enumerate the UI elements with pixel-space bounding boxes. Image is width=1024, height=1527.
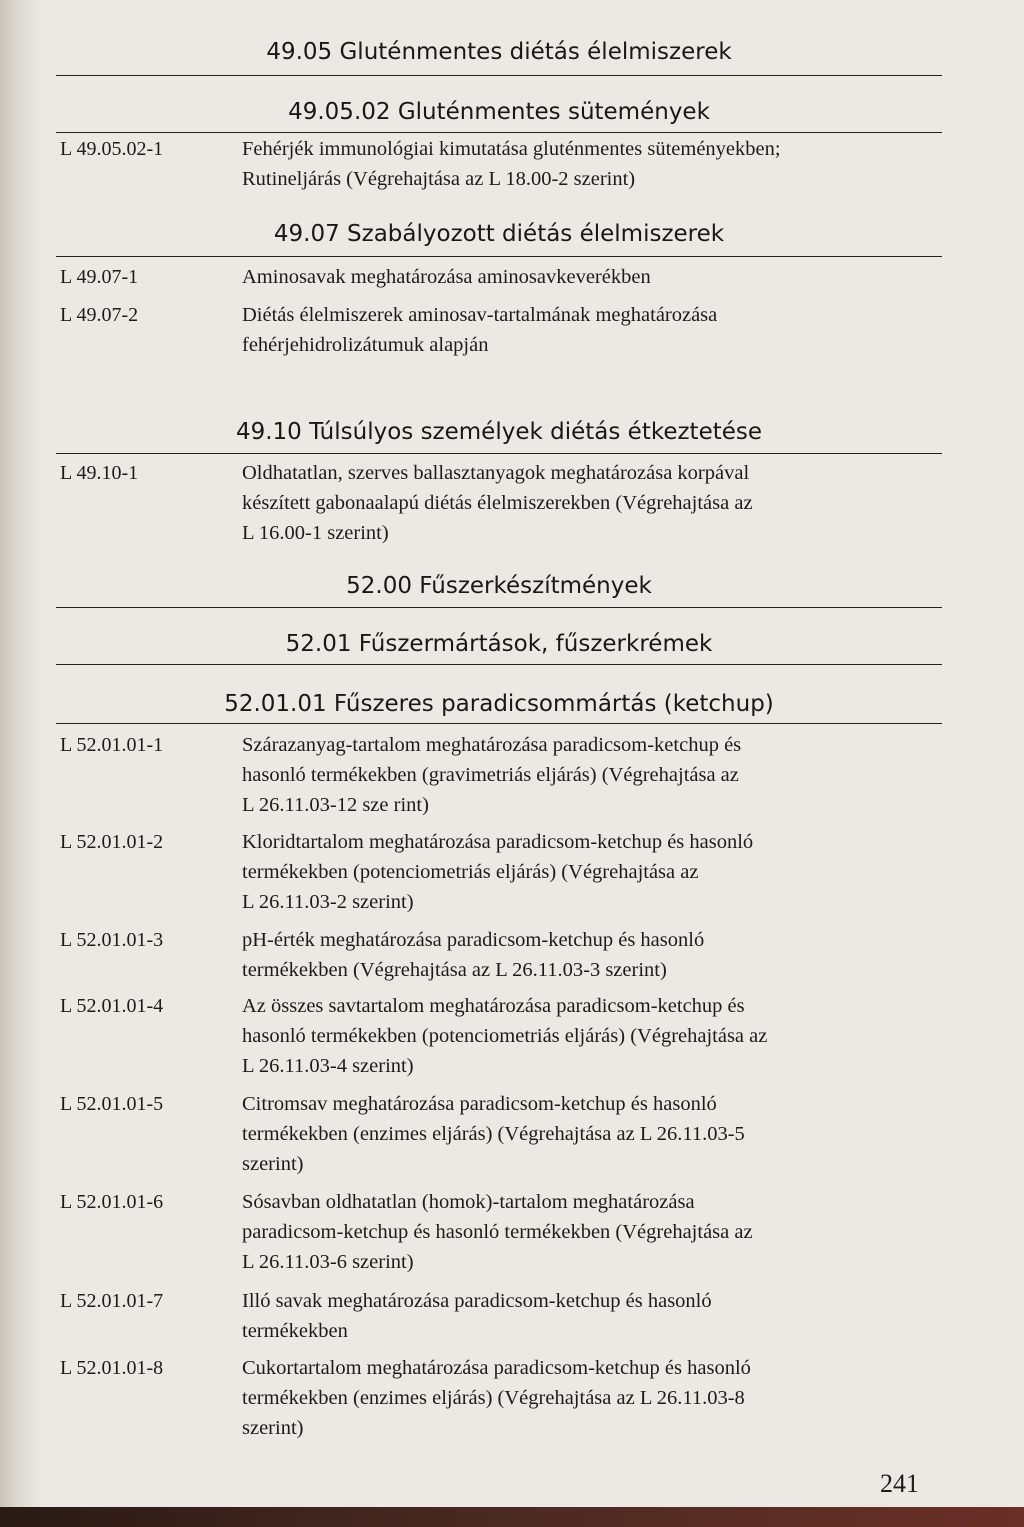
entry-description-line: szerint) (242, 1417, 304, 1439)
section-heading: 52.01 Fűszermártások, fűszerkrémek (285, 631, 713, 657)
entry-description (242, 1286, 932, 1346)
entry-description (242, 827, 932, 917)
heading-rule (56, 256, 942, 257)
entry-code: L 52.01.01-2 (60, 831, 164, 853)
entry-description-line: L 26.11.03-2 szerint) (242, 891, 414, 913)
entry-description-line: Rutineljárás (Végrehajtása az L 18.00-2 szerint) (242, 168, 636, 190)
heading-rule (56, 723, 942, 724)
entry-code: L 52.01.01-6 (60, 1191, 164, 1213)
entry-code: L 52.01.01-8 (60, 1357, 164, 1379)
entry-description-line: pH-érték meghatározása paradicsom-ketchup és hasonló (242, 929, 705, 951)
entry-description-line: termékekben (potenciometriás eljárás) (Végrehajtása az (242, 861, 699, 883)
heading-rule (56, 607, 942, 608)
entry-description-line: L 26.11.03-4 szerint) (242, 1055, 414, 1077)
section-heading: 52.00 Fűszerkészítmények (346, 573, 652, 599)
section-heading: 49.05.02 Gluténmentes sütemények (288, 99, 710, 125)
entry-description-line: Citromsav meghatározása paradicsom-ketchup és hasonló (242, 1093, 717, 1115)
entry-description-line: Sósavban oldhatatlan (homok)-tartalom meghatározása (242, 1191, 695, 1213)
heading-rule (56, 132, 942, 133)
section-heading: 49.07 Szabályozott diétás élelmiszerek (273, 221, 725, 247)
entry-description-line: hasonló termékekben (gravimetriás eljárás) (Végrehajtása az (242, 764, 739, 786)
section-heading: 49.05 Gluténmentes diétás élelmiszerek (266, 39, 732, 65)
entry-description (242, 458, 932, 548)
entry-description (242, 1187, 932, 1277)
section-heading: 49.10 Túlsúlyos személyek diétás étkeztetése (235, 419, 763, 445)
page-number: 241 (880, 1469, 919, 1498)
entry-description-line: termékekben (enzimes eljárás) (Végrehajtása az L 26.11.03-5 (242, 1123, 745, 1145)
entry-code: L 49.10-1 (60, 462, 139, 484)
entry-description (242, 925, 932, 985)
entry-description-line: szerint) (242, 1153, 304, 1175)
entry-description-line: Oldhatatlan, szerves ballasztanyagok meghatározása korpával (242, 462, 750, 484)
entry-description (242, 730, 932, 820)
section-heading: 52.01.01 Fűszeres paradicsommártás (ketchup) (224, 691, 774, 717)
entry-description-line: termékekben (enzimes eljárás) (Végrehajtása az L 26.11.03-8 (242, 1387, 745, 1409)
entry-code: L 52.01.01-4 (60, 995, 164, 1017)
entry-description (242, 262, 932, 292)
entry-description-line: Cukortartalom meghatározása paradicsom-ketchup és hasonló (242, 1357, 751, 1379)
entry-code: L 52.01.01-1 (60, 734, 164, 756)
entry-code: L 49.05.02-1 (60, 138, 164, 160)
entry-code: L 52.01.01-7 (60, 1290, 164, 1312)
entry-description (242, 300, 932, 360)
entry-description-line: Szárazanyag-tartalom meghatározása paradicsom-ketchup és (242, 734, 742, 756)
entry-code: L 52.01.01-5 (60, 1093, 164, 1115)
entry-description (242, 1353, 932, 1443)
entry-description (242, 991, 932, 1081)
entry-code: L 49.07-2 (60, 304, 139, 326)
entry-description (242, 134, 932, 194)
heading-rule (56, 75, 942, 76)
entry-description-line: Kloridtartalom meghatározása paradicsom-ketchup és hasonló (242, 831, 754, 853)
entry-description-line: Az összes savtartalom meghatározása paradicsom-ketchup és (242, 995, 745, 1017)
entry-description-line: Fehérjék immunológiai kimutatása gluténmentes süteményekben; (242, 138, 781, 160)
entry-code: L 52.01.01-3 (60, 929, 164, 951)
entry-description-line: L 26.11.03-12 sze rint) (242, 794, 429, 816)
entry-description-line: fehérjehidrolizátumuk alapján (242, 334, 489, 356)
heading-rule (56, 664, 942, 665)
entry-description-line: paradicsom-ketchup és hasonló termékekben (Végrehajtása az (242, 1221, 753, 1243)
entry-description-line: L 16.00-1 szerint) (242, 522, 389, 544)
heading-rule (56, 453, 942, 454)
entry-description-line: Aminosavak meghatározása aminosavkeverékben (242, 266, 651, 288)
entry-description-line: L 26.11.03-6 szerint) (242, 1251, 414, 1273)
entry-description-line: termékekben (242, 1320, 348, 1342)
entry-description-line: Illó savak meghatározása paradicsom-ketchup és hasonló (242, 1290, 712, 1312)
entry-description-line: készített gabonaalapú diétás élelmiszerekben (Végrehajtása az (242, 492, 753, 514)
page-bottom-edge (0, 1507, 1024, 1527)
entry-description (242, 1089, 932, 1179)
entry-description-line: hasonló termékekben (potenciometriás eljárás) (Végrehajtása az (242, 1025, 768, 1047)
entry-code: L 49.07-1 (60, 266, 139, 288)
entry-description-line: termékekben (Végrehajtása az L 26.11.03-3 szerint) (242, 959, 667, 981)
page-binding-shadow (0, 0, 44, 1527)
entry-description-line: Diétás élelmiszerek aminosav-tartalmának meghatározása (242, 304, 718, 326)
